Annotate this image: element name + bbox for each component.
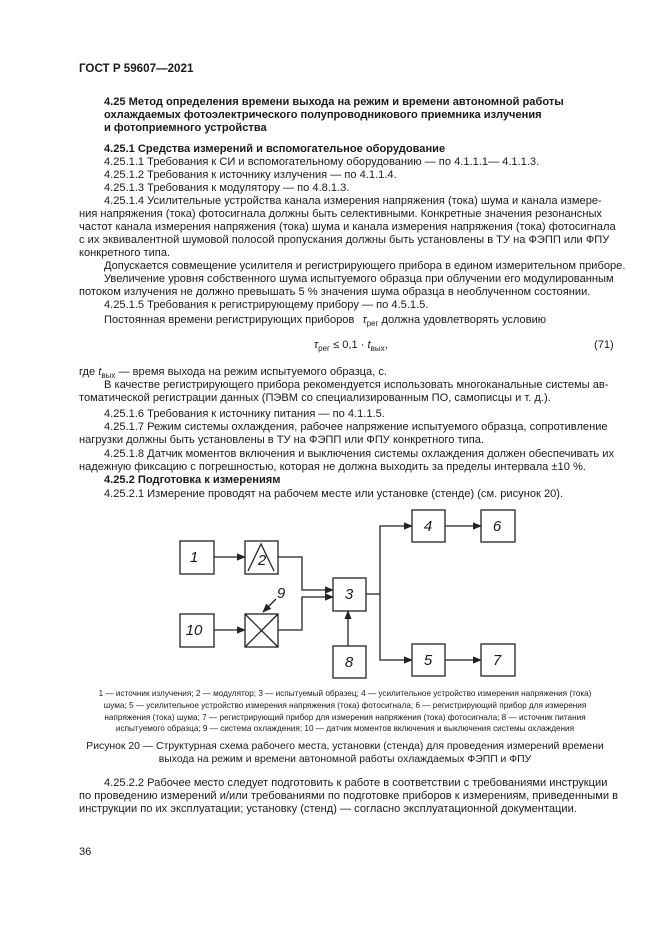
paragraph-noise-increase-line-2: потоком излучения не должно превышать 5 % значения шума образца в необлученном состоянии.	[79, 286, 591, 298]
figure-caption-line-1: Рисунок 20 — Структурная схема рабочего места, установки (стенда) для проведения измерений времени	[86, 741, 604, 752]
where-subscript: вых	[101, 371, 116, 381]
legend-line-3: напряжения (тока) шума; 7 — регистрирующий прибор для измерения напряжения (тока) фотосигнала; 8 — источник питания	[104, 713, 586, 722]
paragraph-4-25-1-4-line-2: ния напряжения (тока) фотосигнала должны быть селективными. Конкретные значения резонансных	[79, 208, 602, 220]
formula-lhs-subscript: рег	[318, 344, 330, 354]
label-10: 10	[185, 622, 203, 639]
tau-subscript: рег	[366, 319, 379, 329]
paragraph-recording-line-2: томатической регистрации данных (ПЭВМ со специализированным ПО, самописцы и т. д.).	[79, 392, 551, 404]
legend-line-4: испытуемого образца; 9 — система охлаждения; 10 — датчик моментов включения и выключения системы охлаждения	[115, 724, 575, 733]
paragraph-4-25-1-7-line-1: 4.25.1.7 Режим системы охлаждения, рабочее напряжение испытуемого образца, сопротивление	[104, 421, 608, 433]
subsection-1-heading: 4.25.1 Средства измерений и вспомогательное оборудование	[104, 143, 446, 155]
section-title-line-2: охлаждаемых фотоэлектрического полупроводникового приемника излучения	[104, 109, 542, 121]
arrow-2-to-3	[278, 557, 333, 590]
label-7: 7	[492, 652, 502, 669]
where-text-pre: где	[79, 366, 96, 378]
arrow-label-9	[263, 599, 276, 612]
section-title-line-1: 4.25 Метод определения времени выхода на режим и времени автономной работы	[104, 96, 564, 108]
formula-rhs: t	[367, 339, 371, 351]
section-title-line-3: и фотоприемного устройства	[104, 122, 267, 134]
formula-operator: ≤ 0,1 ·	[333, 339, 365, 351]
legend-line-2: шума; 5 — усилительное устройство измерения напряжения (тока) фотосигнала; 6 — регистрирующий прибор для измерения	[103, 701, 587, 710]
paragraph-4-25-1-7-line-2: нагрузки должны быть установлены в ТУ на ФЭПП или ФПУ конкретного типа.	[79, 434, 485, 446]
arrow-9-to-3	[278, 597, 333, 630]
formula-tail: ,	[384, 339, 388, 351]
paragraph-recording-line-1: В качестве регистрирующего прибора рекомендуется использовать многоканальные системы ав-	[104, 379, 609, 391]
formula-lhs: τ	[314, 339, 319, 351]
paragraph-4-25-1-4-line-1: 4.25.1.4 Усилительные устройства канала измерения напряжения (тока) шума и канала измере-	[104, 195, 602, 207]
label-3: 3	[344, 586, 354, 603]
arrow-3-to-5	[380, 594, 412, 660]
label-9: 9	[276, 585, 286, 602]
paragraph-4-25-1-8-line-2: надежную фиксацию с погрешностью, которая не должна выходить за пределы интервала ±10 %.	[79, 461, 586, 473]
tau-symbol: τ	[362, 314, 367, 326]
figure-caption-line-2: выхода на режим и времени автономной работы охлаждаемых ФЭПП и ФПУ	[158, 754, 532, 765]
subsection-2-heading: 4.25.2 Подготовка к измерениям	[104, 474, 281, 486]
arrow-3-to-4	[366, 526, 412, 594]
paragraph-4-25-2-2-line-1: 4.25.2.2 Рабочее место следует подготовить к работе в соответствии с требованиями инструкции	[104, 777, 608, 789]
paragraph-4-25-1-4-line-3: частот канала измерения напряжения (тока) шума и канала измерения напряжения (тока) фотосигнала	[79, 221, 616, 233]
paragraph-4-25-1-4-line-4: с их эквивалентной шумовой полосой пропускания должны быть установлены в ТУ на ФЭПП или ФПУ	[79, 234, 610, 246]
label-6: 6	[492, 518, 502, 535]
time-constant-text-post: должна удовлетворять условию	[381, 314, 547, 326]
label-8: 8	[344, 654, 354, 671]
where-text-post: — время выхода на режим испытуемого образца, с.	[118, 366, 387, 378]
label-5: 5	[423, 652, 433, 669]
label-2: 2	[257, 552, 267, 569]
standard-header: ГОСТ Р 59607—2021	[79, 62, 194, 75]
paragraph-4-25-2-2-line-3: инструкции по их эксплуатации; установку (стенд) — согласно эксплуатационной документации.	[79, 803, 577, 815]
where-symbol: t	[98, 366, 102, 378]
paragraph-4-25-2-1: 4.25.2.1 Измерение проводят на рабочем месте или установке (стенде) (см. рисунок 20).	[104, 488, 564, 500]
paragraph-4-25-1-1: 4.25.1.1 Требования к СИ и вспомогательному оборудованию — по 4.1.1.1— 4.1.1.3.	[104, 156, 540, 168]
paragraph-4-25-1-3: 4.25.1.3 Требования к модулятору — по 4.8.1.3.	[104, 182, 350, 194]
paragraph-4-25-2-2-line-2: по проведению измерений и/или требованиями по подготовке приборов к измерениям, приведенными в	[79, 790, 618, 802]
page-number: 36	[79, 846, 92, 858]
label-1: 1	[189, 549, 199, 566]
paragraph-noise-increase-line-1: Увеличение уровня собственного шума испытуемого образца при облучении его модулированным	[104, 273, 614, 285]
paragraph-4-25-1-4-line-5: конкретного типа.	[79, 247, 171, 259]
paragraph-4-25-1-2: 4.25.1.2 Требования к источнику излучения — по 4.1.1.4.	[104, 169, 397, 181]
paragraph-4-25-1-6: 4.25.1.6 Требования к источнику питания — по 4.1.1.5.	[104, 408, 385, 420]
time-constant-text-pre: Постоянная времени регистрирующих приборов	[104, 314, 355, 326]
paragraph-4-25-1-5: 4.25.1.5 Требования к регистрирующему прибору — по 4.5.1.5.	[104, 299, 429, 311]
formula-rhs-subscript: вых	[370, 344, 385, 354]
formula-number: (71)	[594, 339, 614, 351]
legend-line-1: 1 — источник излучения; 2 — модулятор; 3 — испытуемый образец; 4 — усилительное устройство измерения напряжения (тока)	[98, 689, 592, 698]
paragraph-4-25-1-8-line-1: 4.25.1.8 Датчик моментов включения и выключения системы охлаждения должен обеспечивать их	[104, 448, 615, 460]
label-4: 4	[423, 518, 433, 535]
paragraph-combining-amplifier: Допускается совмещение усилителя и регистрирующего прибора в едином измерительном приборе.	[104, 260, 626, 272]
